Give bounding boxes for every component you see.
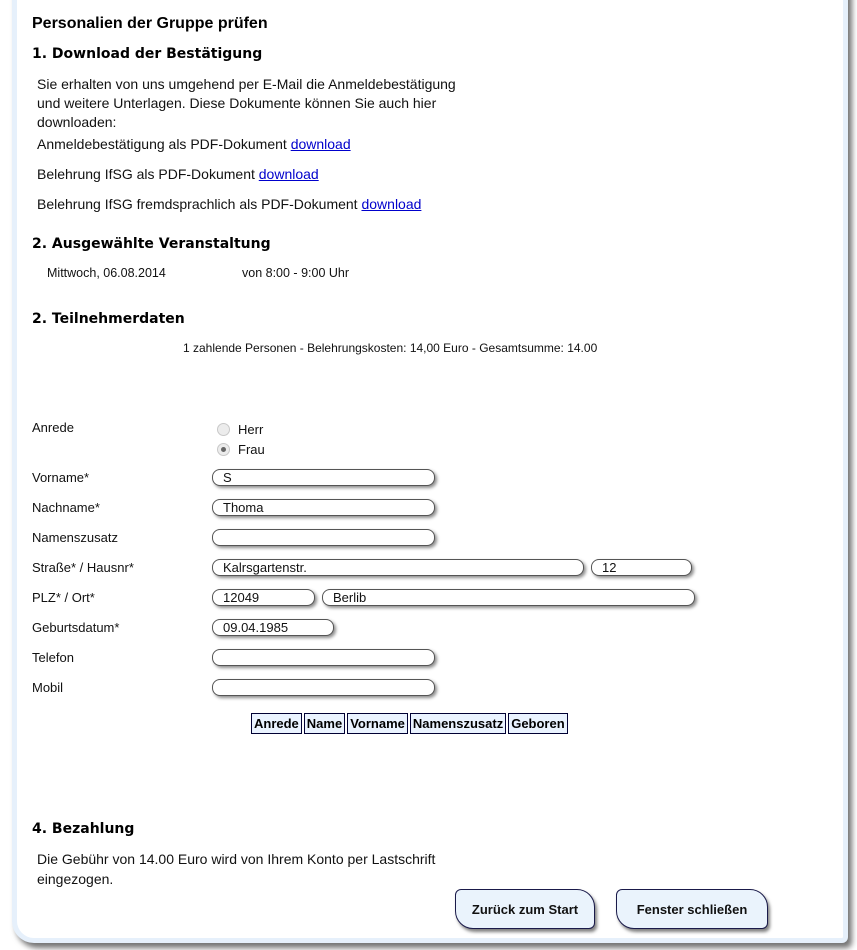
section-event-heading: 2. Ausgewählte Veranstaltung bbox=[32, 236, 271, 252]
vorname-input[interactable] bbox=[212, 469, 435, 486]
strasse-input[interactable] bbox=[212, 559, 584, 576]
download-row-confirmation bbox=[37, 136, 351, 152]
download-row-ifsg bbox=[37, 166, 319, 182]
strasse-label: Straße* / Hausnr* bbox=[32, 560, 134, 575]
geburtsdatum-input[interactable] bbox=[212, 619, 334, 636]
mobil-input[interactable] bbox=[212, 679, 435, 696]
telefon-input[interactable] bbox=[212, 649, 435, 666]
column-header-geboren: Geboren bbox=[508, 713, 567, 734]
cost-summary: 1 zahlende Personen - Belehrungskosten: 14,00 Euro - Gesamtsumme: 14.00 bbox=[183, 341, 598, 355]
geburtsdatum-label: Geburtsdatum* bbox=[32, 620, 120, 635]
plz-label: PLZ* / Ort* bbox=[32, 590, 95, 605]
hausnr-input[interactable] bbox=[591, 559, 692, 576]
nachname-input[interactable] bbox=[212, 499, 435, 516]
vorname-label: Vorname* bbox=[32, 470, 90, 485]
radio-herr[interactable] bbox=[217, 422, 263, 437]
close-window-button[interactable]: Fenster schließen bbox=[616, 889, 768, 929]
radio-frau-label: Frau bbox=[238, 442, 265, 457]
intro-text-line1: Sie erhalten von uns umgehend per E-Mail die Anmeldebestätigung bbox=[37, 76, 456, 92]
download-confirmation-link[interactable]: download bbox=[290, 136, 351, 152]
namenszusatz-label: Namenszusatz bbox=[32, 530, 118, 545]
download-label: Anmeldebestätigung als PDF-Dokument bbox=[37, 136, 287, 152]
event-time: von 8:00 - 9:00 Uhr bbox=[242, 266, 350, 280]
payment-text-line2: eingezogen. bbox=[37, 871, 114, 887]
plz-input[interactable] bbox=[212, 589, 315, 606]
nachname-label: Nachname* bbox=[32, 500, 100, 515]
participant-table-header bbox=[251, 713, 568, 734]
page-title: Personalien der Gruppe prüfen bbox=[32, 15, 268, 32]
back-to-start-button[interactable]: Zurück zum Start bbox=[455, 889, 595, 929]
radio-herr-label: Herr bbox=[238, 422, 264, 437]
namenszusatz-input[interactable] bbox=[212, 529, 435, 546]
anrede-label: Anrede bbox=[32, 420, 74, 435]
section-payment-heading: 4. Bezahlung bbox=[32, 821, 135, 837]
column-header-name: Name bbox=[304, 713, 345, 734]
payment-text-line1: Die Gebühr von 14.00 Euro wird von Ihrem Konto per Lastschrift bbox=[37, 851, 436, 867]
telefon-label: Telefon bbox=[32, 650, 74, 665]
section-download-heading: 1. Download der Bestätigung bbox=[32, 46, 263, 62]
download-label: Belehrung IfSG als PDF-Dokument bbox=[37, 166, 255, 182]
intro-text-line3: downloaden: bbox=[37, 114, 117, 130]
column-header-namenszusatz: Namenszusatz bbox=[410, 713, 506, 734]
section-participants-heading: 2. Teilnehmerdaten bbox=[32, 311, 185, 327]
radio-frau[interactable] bbox=[217, 442, 265, 457]
download-ifsg-foreign-link[interactable]: download bbox=[361, 196, 422, 212]
intro-text-line2: und weitere Unterlagen. Diese Dokumente können Sie auch hier bbox=[37, 95, 437, 111]
radio-frau-circle[interactable] bbox=[217, 443, 230, 456]
column-header-anrede: Anrede bbox=[251, 713, 302, 734]
download-label: Belehrung IfSG fremdsprachlich als PDF-Dokument bbox=[37, 196, 358, 212]
download-ifsg-link[interactable]: download bbox=[258, 166, 319, 182]
mobil-label: Mobil bbox=[32, 680, 64, 695]
column-header-vorname: Vorname bbox=[347, 713, 408, 734]
radio-herr-circle[interactable] bbox=[217, 423, 230, 436]
download-row-ifsg-foreign bbox=[37, 196, 421, 212]
ort-input[interactable] bbox=[322, 589, 695, 606]
event-date: Mittwoch, 06.08.2014 bbox=[47, 266, 166, 280]
